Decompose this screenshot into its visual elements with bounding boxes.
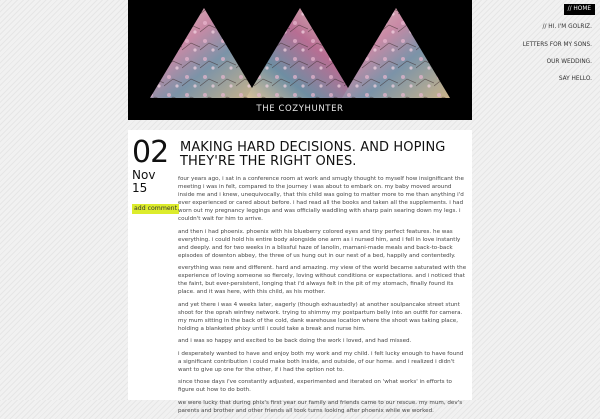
site-title[interactable]: THE COZYHUNTER xyxy=(256,104,344,114)
nav-home[interactable]: // HOME xyxy=(564,4,595,15)
post-paragraph: since those days i've constantly adjusted, experimented and iterated on 'what works' in efforts to figure out how to do both. xyxy=(178,379,452,393)
triangle-right xyxy=(342,8,450,98)
add-comment-link[interactable]: add comment xyxy=(134,205,178,212)
triangle-left xyxy=(150,8,258,98)
nav-about[interactable]: // HI. I'M GOLRIZ. xyxy=(542,24,592,30)
triangle-center xyxy=(246,8,354,98)
post-paragraph: and then i had phoenix. phoenix with his blueberry colored eyes and tiny perfect features. he was everything. i could hold his entire body alongside one arm as i nursed him, and i fell in love instantly and deeply. and for two weeks in a blissful haze of lanolin, mamani-made meals and back-to-back episodes of downton abbey, the three of us hung out in our nest of a bed, happily and contentedly. xyxy=(178,228,461,259)
post-date xyxy=(132,135,178,214)
post-paragraph: four years ago, i sat in a conference room at work and smugly thought to myself how insignificant the meeting i was in felt, compared to the journey i was about to embark on. my baby moved around inside me and i knew, unequivocally, that this child was going to matter more to me than anything i'd ever experienced or cared about before. i had read all the books and taken all the supplements. i had worn out my pregnancy leggings and was officially waddling with sharp pain searing down my legs. i couldn't wait for him to arrive. xyxy=(178,176,464,222)
triangle-artwork xyxy=(128,0,472,120)
nav-wedding[interactable]: OUR WEDDING. xyxy=(546,59,592,65)
post-day: 02 xyxy=(132,135,169,170)
post-card xyxy=(128,130,472,414)
post-month: Nov 15 xyxy=(132,168,156,195)
post-paragraph: and yet there i was 4 weeks later, eagerly (though exhaustedly) at another soulpancake street stunt shoot for the oprah winfrey network. trying to shimmy my postpartum belly into an outfit for camera. my mum sitting in the back of the cold, dank warehouse location where the shoot was taking place, holding a blanketed phixy until i could take a break and nurse him. xyxy=(178,301,463,332)
header-banner xyxy=(128,0,472,120)
post-paragraph: we were lucky that during phix's first year our family and friends came to our rescue. my mum, dev's parents and brother and other friends all took turns looking after phoenix while we worked. xyxy=(178,399,463,414)
nav-letters[interactable]: LETTERS FOR MY SONS. xyxy=(522,42,592,48)
post-title[interactable]: MAKING HARD DECISIONS. AND HOPING THEY'RE THE RIGHT ONES. xyxy=(180,140,446,169)
post-paragraph: i desperately wanted to have and enjoy both my work and my child. i felt lucky enough to have found a significant contribution i could make both inside, and outside, of our home. and i realized i didn't want to give up one for the other, if i had the option not to. xyxy=(178,350,464,373)
post-paragraph: everything was new and different. hard and amazing. my view of the world became saturated with the experience of loving someone so fiercely, loving without conditions or expectations. and i noticed that the faint, but ever-persistent, longing that i'd always felt in the pit of my stomach, finally found its place. and it was here, with this child, as his mother. xyxy=(178,265,467,295)
nav-contact[interactable]: SAY HELLO. xyxy=(558,76,592,82)
post-body xyxy=(178,175,468,419)
post-paragraph: and i was so happy and excited to be back doing the work i loved, and had missed. xyxy=(178,338,412,344)
